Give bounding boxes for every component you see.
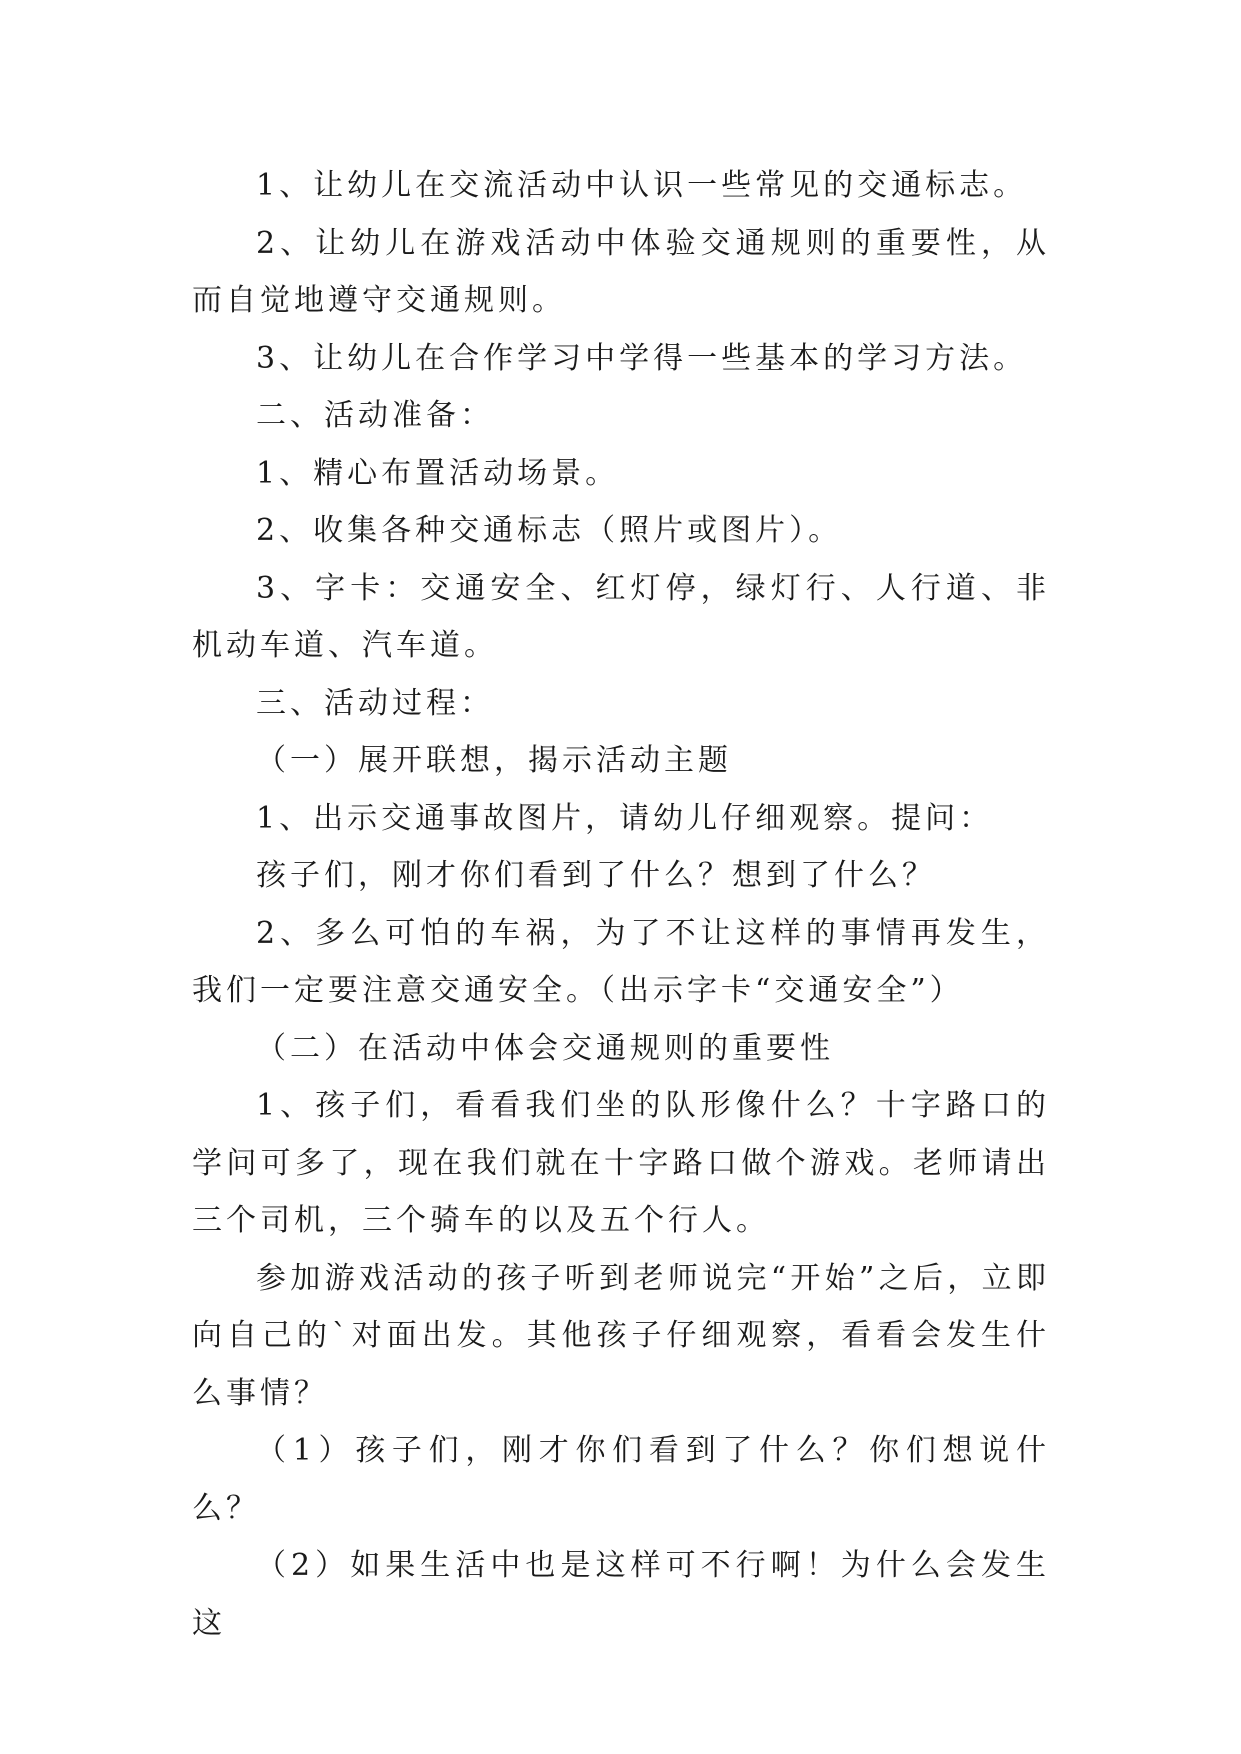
paragraph-prep-2: 2、收集各种交通标志（照片或图片）。 <box>256 513 843 548</box>
paragraph-goal-3: 3、让幼儿在合作学习中学得一些基本的学习方法。 <box>256 340 1028 376</box>
paragraph-prep-1: 1、精心布置活动场景。 <box>256 455 620 491</box>
paragraph-goal-2: 2、让幼儿在游戏活动中体验交通规则的重要性，从而自觉地遵守交通规则。 <box>192 225 1050 318</box>
paragraph-question-2: （1）孩子们，刚才你们看到了什么？你们想说什么？ <box>192 1433 1050 1526</box>
subsection-heading-2: （二）在活动中体会交通规则的重要性 <box>256 1030 834 1066</box>
section-heading-preparation: 二、活动准备： <box>256 398 494 433</box>
subsection-heading-1: （一）展开联想，揭示活动主题 <box>256 743 732 778</box>
paragraph-process-1: 1、出示交通事故图片，请幼儿仔细观察。提问： <box>256 800 994 836</box>
paragraph-prep-3: 3、字卡：交通安全、红灯停，绿灯行、人行道、非机动车道、汽车道。 <box>192 570 1050 663</box>
paragraph-process-2: 2、多么可怕的车祸，为了不让这样的事情再发生，我们一定要注意交通安全。（出示字卡“交通安全”） <box>192 915 1050 1008</box>
paragraph-question-3: （2）如果生活中也是这样可不行啊！为什么会发生这 <box>192 1548 1050 1641</box>
paragraph-game-1: 1、孩子们，看看我们坐的队形像什么？十字路口的学问可多了，现在我们就在十字路口做个游戏。老师请出三个司机，三个骑车的以及五个行人。 <box>192 1088 1050 1238</box>
section-heading-process: 三、活动过程： <box>256 685 494 721</box>
paragraph-game-2: 参加游戏活动的孩子听到老师说完“开始”之后，立即向自己的`对面出发。其他孩子仔细观察，看看会发生什么事情？ <box>192 1260 1050 1411</box>
paragraph-goal-1: 1、让幼儿在交流活动中认识一些常见的交通标志。 <box>256 168 1028 203</box>
paragraph-question-1: 孩子们，刚才你们看到了什么？想到了什么？ <box>256 858 936 893</box>
body-text <box>192 157 1050 1652</box>
